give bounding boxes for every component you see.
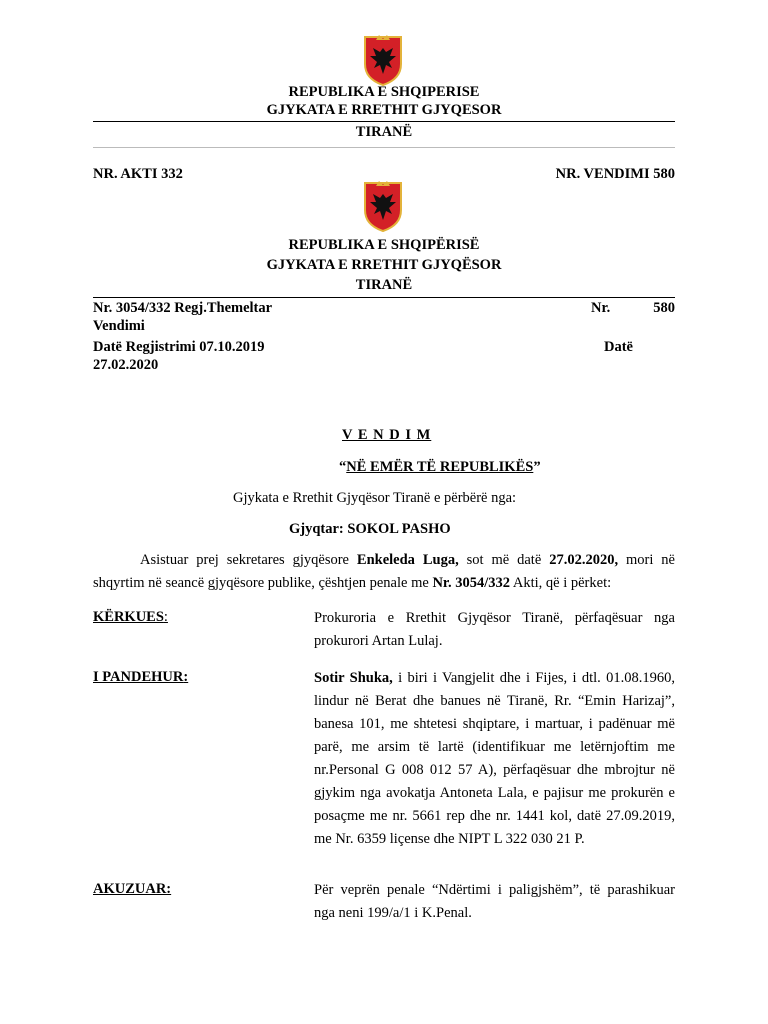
- kerkues-label: [93, 609, 168, 626]
- document-subtitle: [339, 459, 541, 476]
- header2-rule: [93, 297, 675, 298]
- pandehur-colon: :: [183, 669, 189, 685]
- albania-emblem-icon: [362, 180, 404, 232]
- pandehur-label-text: I PANDEHUR: [93, 669, 184, 685]
- kerkues-colon: :: [163, 609, 168, 625]
- intro-part1: Asistuar prej sekretares gjyqësore: [140, 552, 357, 568]
- header-rule: [93, 121, 675, 122]
- header1-line1: REPUBLIKA E SHQIPERISE: [288, 84, 480, 100]
- hearing-date: 27.02.2020,: [549, 552, 619, 568]
- document-title: V E N D I M: [342, 427, 432, 443]
- reg-number: Nr. 3054/332 Regj.Themeltar: [93, 300, 273, 316]
- subtitle-open-quote: “: [339, 459, 347, 475]
- reg-vendimi: Vendimi: [93, 318, 145, 334]
- akuzuar-text: Për veprën penale “Ndërtimi i paligjshëm”, të parashikuar nga neni 199/a/1 i K.Penal.: [314, 882, 675, 921]
- kerkues-label-text: KËRKUES: [93, 609, 164, 625]
- reg-decision-date: 27.02.2020: [93, 357, 159, 373]
- header2-line3: TIRANË: [355, 277, 413, 293]
- header1-line2: GJYKATA E RRETHIT GJYQESOR: [266, 102, 502, 118]
- header2-line2: GJYKATA E RRETHIT GJYQËSOR: [266, 257, 502, 273]
- albania-emblem-icon: [362, 34, 404, 86]
- akuzuar-label: AKUZUAR:: [93, 881, 172, 897]
- nr-vendimi: NR. VENDIMI 580: [555, 166, 675, 182]
- reg-nr-value: 580: [653, 300, 675, 316]
- nr-akti: NR. AKTI 332: [93, 166, 183, 182]
- header2-line1: REPUBLIKA E SHQIPËRISË: [288, 237, 480, 253]
- intro-part4: Akti, që i përket:: [510, 575, 612, 591]
- kerkues-text: Prokuroria e Rrethit Gjyqësor Tiranë, përfaqësuar nga prokurori Artan Lulaj.: [314, 610, 675, 649]
- defendant-name: Sotir Shuka,: [314, 670, 393, 686]
- pandehur-label: [93, 669, 188, 686]
- secretary-name: Enkeleda Luga,: [356, 552, 459, 568]
- intro-paragraph: [93, 549, 675, 595]
- reg-date: Datë Regjistrimi 07.10.2019: [93, 339, 265, 355]
- header-rule-thin: [93, 147, 675, 148]
- subtitle-text: NË EMËR TË REPUBLIKËS: [346, 459, 534, 475]
- case-number: Nr. 3054/332: [432, 575, 511, 591]
- court-composition: Gjykata e Rrethit Gjyqësor Tiranë e përbërë nga:: [233, 490, 517, 506]
- reg-nr-label: Nr.: [591, 300, 611, 316]
- intro-part3: mori në shqyrtim në seancë gjyqësore publike, çështjen penale me: [93, 552, 675, 591]
- subtitle-close-quote: ”: [533, 459, 541, 475]
- reg-date-label: Datë: [604, 339, 633, 355]
- intro-part2: sot më datë: [458, 552, 550, 568]
- judge-line: Gjyqtar: SOKOL PASHO: [289, 521, 451, 537]
- header1-line3: TIRANË: [355, 124, 413, 140]
- defendant-details: i biri i Vangjelit dhe i Fijes, i dtl. 01.08.1960, lindur në Berat dhe banues në Tiranë, Rr. “Emin Harizaj”, banesa 101, me shtetesi shqiptare, i martuar, i padënuar më parë, me arsim të lartë (identifikuar me letërnjoftim me nr.Personal G 008 012 57 A), përfaqësuar dhe mbrojtur në gjykim nga avokatja Antoneta Lala, e pajisur me prokurën e posaçme me nr. 5661 rep dhe nr. 1441 kol, datë 27.09.2019, me Nr. 6359 liçense dhe NIPT L 322 030 21 P.: [314, 670, 675, 847]
- pandehur-text: [314, 667, 675, 851]
